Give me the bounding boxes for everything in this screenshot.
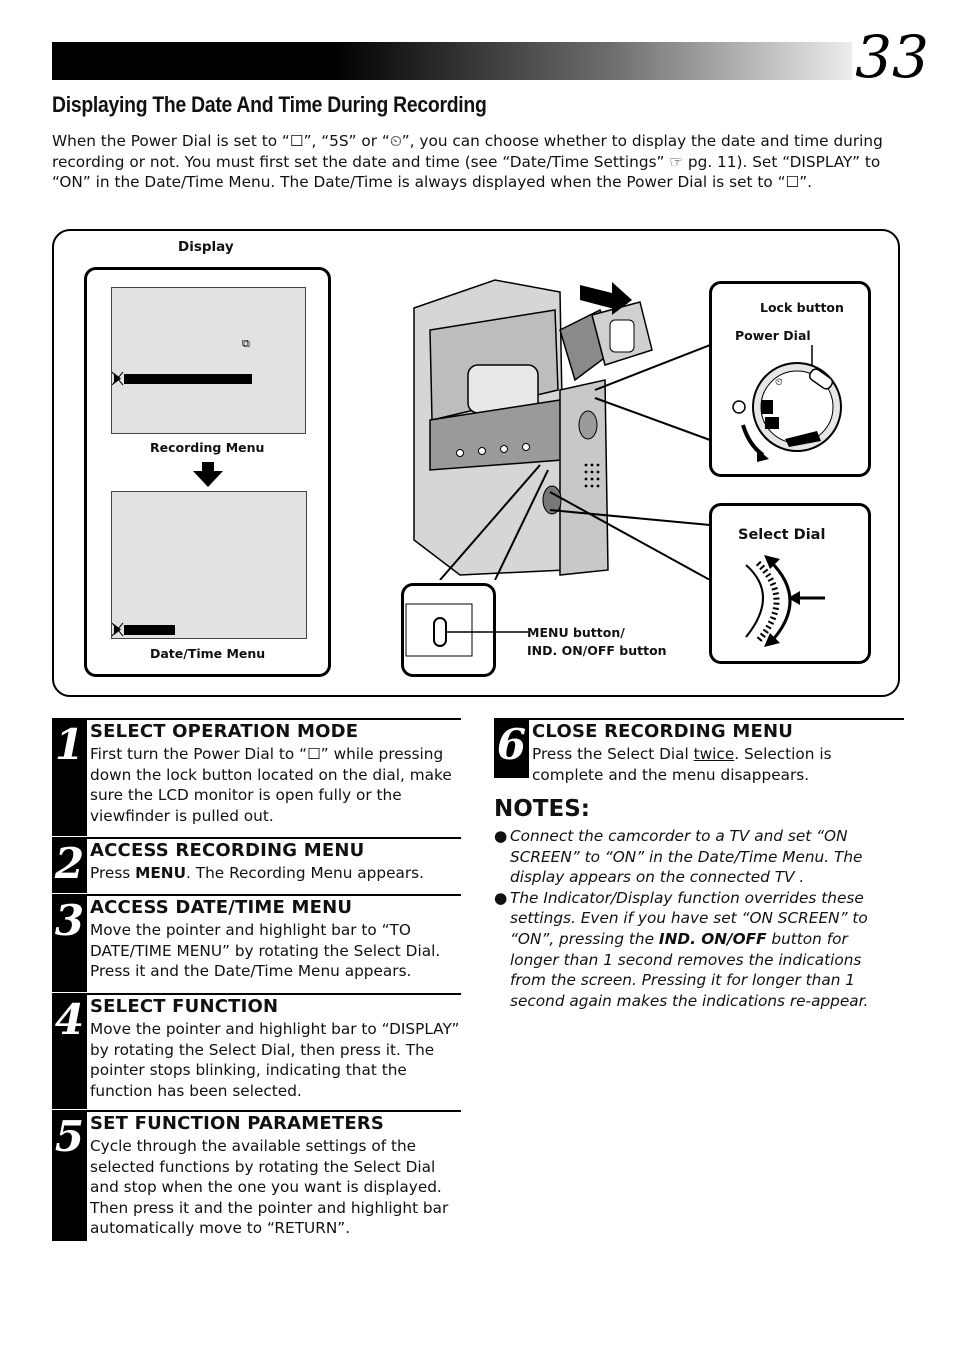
section-title: Displaying The Date And Time During Recording [52, 92, 487, 117]
page-number: 33 [855, 23, 929, 91]
step-2 [52, 837, 461, 893]
step-text: Move the pointer and highlight bar to “DISPLAY” by rotating the Select Dial, then press it. The pointer stops blinking, indicating that the function has been selected. [90, 1020, 460, 1100]
step-title: CLOSE RECORDING MENU [532, 721, 794, 742]
step-4 [52, 993, 461, 1109]
step-text: Press MENU. The Recording Menu appears. [90, 864, 424, 882]
step-title: SET FUNCTION PARAMETERS [90, 1113, 385, 1134]
step-number: 1 [52, 718, 87, 836]
full-auto-mode-icon: ☐ [289, 132, 304, 150]
pointing-hand-icon: ☞ [669, 152, 684, 171]
step-title: SELECT FUNCTION [90, 996, 279, 1017]
datetime-menu-screen [111, 491, 307, 639]
step-text: Move the pointer and highlight bar to “TO DATE/TIME MENU” by rotating the Select Dial. Press it and the Date/Time Menu appears. [90, 921, 441, 981]
step-divider [87, 993, 461, 995]
select-dial-label: Select Dial [738, 527, 826, 543]
step-number: 5 [52, 1110, 87, 1241]
ind-onoff-button-label: IND. ON/OFF button [527, 643, 667, 658]
full-auto-mode-icon: ☐ [307, 745, 321, 763]
camcorder-illustration [400, 270, 710, 580]
down-arrow-icon [193, 462, 223, 488]
svg-text:⏲: ⏲ [775, 377, 783, 388]
step-number: 2 [52, 837, 87, 893]
step-title: SELECT OPERATION MODE [90, 721, 359, 742]
intro-paragraph: When the Power Dial is set to “☐”, “5S” or “⏲”, you can choose whether to display the date and time during recording or not. You must first set the date and time (see “Date/Time Settings” ☞ pg. 11). Set “DISPLAY” to “ON” in the Date/Time Menu. The Date/Time is always displayed when the Power Dial is set to “☐”. [52, 132, 883, 192]
step-number: 6 [494, 718, 529, 778]
bullet-icon: ● [494, 827, 508, 845]
step-text: Press the Select Dial twice. Selection is complete and the menu disappears. [532, 745, 832, 784]
recording-menu-graphic [112, 288, 305, 433]
full-auto-mode-icon: ☐ [785, 173, 800, 192]
recording-menu-screen [111, 287, 306, 434]
step-number: 4 [52, 993, 87, 1109]
menu-button-icon [404, 600, 534, 660]
menu-button-label: MENU button/ [527, 625, 625, 640]
step-text: First turn the Power Dial to “☐” while pressing down the lock button located on the dial, make sure the LCD monitor is open fully or the viewfinder is pulled out. [90, 745, 452, 825]
step-text: Cycle through the available settings of the selected functions by rotating the Select Dial and stop when the one you want is displayed. Then press it and the pointer and highlight bar automatically move to “RETURN”. [90, 1137, 449, 1238]
header-bar [52, 42, 852, 80]
step-3 [52, 894, 461, 992]
select-dial-icon [740, 555, 830, 650]
recording-menu-label: Recording Menu [150, 440, 265, 455]
step-title: ACCESS DATE/TIME MENU [90, 897, 353, 918]
step-divider [87, 894, 461, 896]
self-timer-icon: ⏲ [389, 132, 402, 150]
step-divider [87, 718, 461, 720]
step-5 [52, 1110, 461, 1241]
note-item: ● Connect the camcorder to a TV and set “ON SCREEN” to “ON” in the Date/Time Menu. The display appears on the connected TV . [494, 827, 863, 887]
datetime-menu-graphic [112, 492, 306, 638]
step-number: 3 [52, 894, 87, 992]
step-6 [494, 718, 904, 784]
lock-button-label: Lock button [760, 300, 844, 315]
step-1 [52, 718, 461, 836]
step-title: ACCESS RECORDING MENU [90, 840, 365, 861]
display-label: Display [178, 239, 234, 255]
step-divider [87, 837, 461, 839]
notes-title: NOTES: [494, 796, 590, 822]
power-dial-icon [725, 345, 865, 465]
bullet-icon: ● [494, 888, 508, 907]
datetime-menu-label: Date/Time Menu [150, 646, 266, 661]
step-divider [87, 1110, 461, 1112]
svg-text:⧉: ⧉ [242, 337, 250, 350]
notes-list [494, 826, 894, 1011]
step-divider [529, 718, 904, 720]
power-dial-label: Power Dial [735, 328, 811, 343]
note-item: ● The Indicator/Display function overrides these settings. Even if you have set “ON SCREEN” to “ON”, pressing the IND. ON/OFF button for longer than 1 second removes the indications from the screen. Pressing it for longer than 1 second again makes the indications re-appear. [494, 888, 869, 1010]
